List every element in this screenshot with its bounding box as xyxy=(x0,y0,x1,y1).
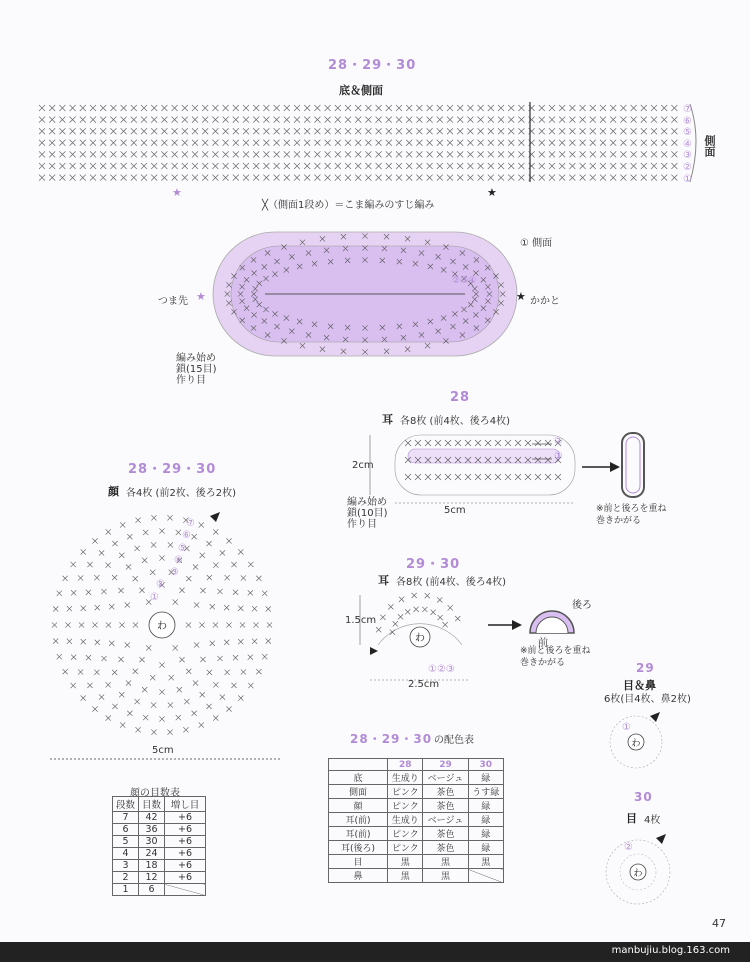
eyes30-row: ② xyxy=(624,842,633,853)
label-heel: かかと xyxy=(530,296,560,307)
side-label: 側面 xyxy=(703,135,716,157)
eyes29-center: わ xyxy=(631,739,641,749)
side-row-labels: ⑦ ⑥ ⑤ ④ ③ ② ① xyxy=(683,104,692,185)
star-toe-mark: ★ xyxy=(172,186,182,199)
eyes30-count: 4枚 xyxy=(644,815,661,826)
ear2930-width: 2.5cm xyxy=(408,679,440,690)
ear28-row2: ② xyxy=(554,436,563,447)
label-toe: つま先 xyxy=(158,296,188,307)
eyes30-title: 目 xyxy=(626,812,637,825)
ear2930-center: わ xyxy=(415,633,425,644)
label-side: ① 側面 xyxy=(520,238,553,249)
ear28-row1: ① xyxy=(554,451,563,462)
ear28-count: 各8枚 (前4枚、後ろ4枚) xyxy=(400,416,511,427)
ear28-title: 耳 xyxy=(382,413,393,426)
ear2930-bottom-labels: ①②③ xyxy=(428,664,455,675)
eyes29-row: ① xyxy=(622,722,631,733)
stitch-note: ╳（側面1段め）＝こま編みのすじ編み xyxy=(262,200,435,211)
face-count: 各4枚 (前2枚、後ろ2枚) xyxy=(126,488,237,499)
ear28-note: ※前と後ろを重ね 巻きかがる xyxy=(596,504,667,526)
sole-start-note: 編み始め 鎖(15目) 作り目 xyxy=(176,353,217,386)
sole-inner-rows: ②③④ xyxy=(452,276,477,286)
count-table: 段数 目数 増し目 7 42 +6 6 36 +6 5 30 +6 4 24 +6 3 18 +6 2 12 +6 1 6 xyxy=(112,796,206,896)
eyes29-title: 目＆鼻 xyxy=(623,679,656,692)
ear28-width: 5cm xyxy=(444,505,466,516)
footer-url: manbujiu.blog.163.com xyxy=(611,945,730,956)
eyes29-chart xyxy=(604,706,674,776)
ear2930-chart xyxy=(340,585,600,695)
face-center: わ xyxy=(157,621,167,632)
heel-star: ★ xyxy=(516,290,526,303)
ear2930-title: 耳 xyxy=(378,574,389,587)
ear2930-note: ※前と後ろを重ね 巻きかがる xyxy=(520,646,591,668)
eyes30-number: 30 xyxy=(634,790,653,804)
eyes29-count: 6枚(目4枚、鼻2枚) xyxy=(604,694,691,705)
ear2930-count: 各8枚 (前4枚、後ろ4枚) xyxy=(396,577,507,588)
footer-bar xyxy=(0,942,750,962)
color-table-number: 28・29・30 xyxy=(350,732,433,746)
face-number: 28・29・30 xyxy=(128,462,217,477)
sole-chart xyxy=(205,224,525,364)
sole-section-number: 28・29・30 xyxy=(328,58,417,73)
ear28-number: 28 xyxy=(450,390,471,405)
eyes30-center: わ xyxy=(633,869,643,879)
sole-title: 底＆側面 xyxy=(339,84,383,97)
ear2930-front: 前 xyxy=(538,638,548,649)
ear28-height: 2cm xyxy=(352,460,374,471)
toe-star: ★ xyxy=(196,290,206,303)
eyes29-number: 29 xyxy=(636,661,655,675)
ear28-start-note: 編み始め 鎖(10目) 作り目 xyxy=(347,497,388,530)
color-table: 28 29 30 底 生成り ベージュ 緑 側面 ピンク 茶色 うす緑 顔 ピンク 茶色 緑 耳(前) 生成り ベージュ 緑 耳(前) ピンク 茶色 緑 耳(後ろ) ピンク 茶色 緑 目 黒 黒 黒 鼻 黒 黒 xyxy=(328,758,504,883)
color-table-title: の配色表 xyxy=(434,735,474,746)
ear2930-number: 29・30 xyxy=(406,557,461,572)
eyes30-chart xyxy=(600,830,680,910)
ear2930-back: 後ろ xyxy=(572,600,592,611)
face-row-labels: ⑦ ⑥ ⑤ ④ ③ ② ① xyxy=(150,518,195,603)
page-number: 47 xyxy=(712,917,726,930)
star-heel-mark: ★ xyxy=(487,186,497,199)
count-table-title: 顔の目数表 xyxy=(130,788,180,799)
face-width: 5cm xyxy=(152,745,174,756)
face-title: 顔 xyxy=(108,485,119,498)
ear2930-height: 1.5cm xyxy=(345,615,377,626)
